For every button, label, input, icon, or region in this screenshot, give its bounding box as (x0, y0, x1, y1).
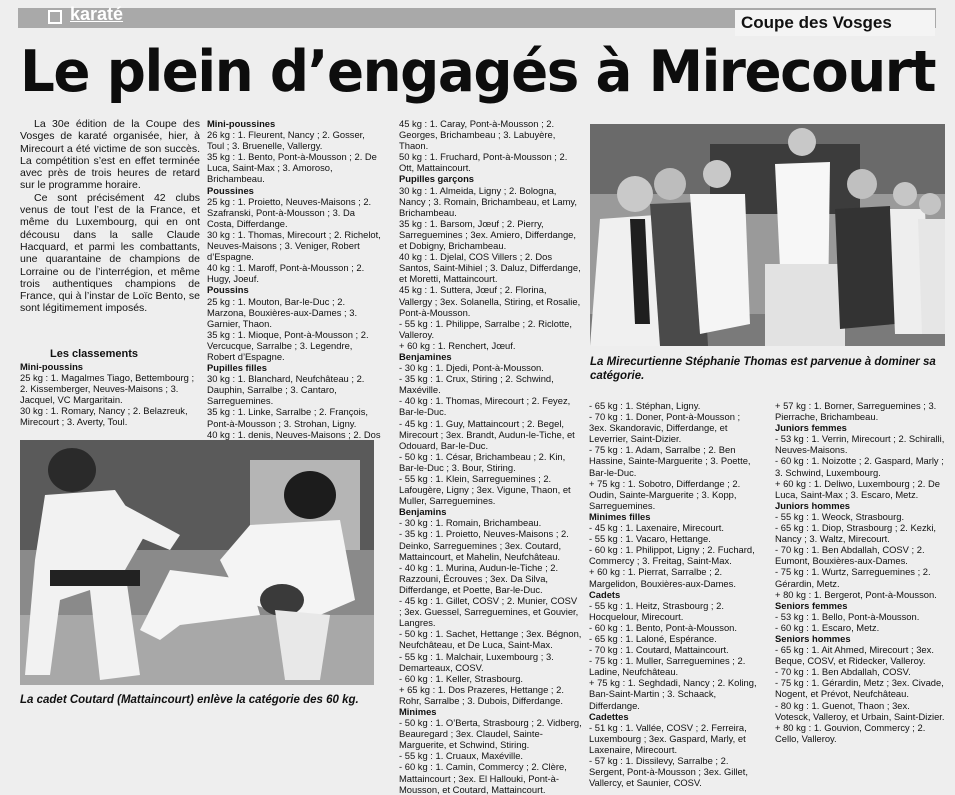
result-line: + 80 kg : 1. Gouvion, Commercy ; 2. Cello, Valleroy. (775, 721, 926, 744)
category-heading: Juniors femmes (775, 422, 847, 434)
result-line: + 75 kg : 1. Seghdadi, Nancy ; 2. Koling, Ban-Saint-Martin ; 3. Schaack, Differdange. (589, 677, 757, 711)
result-line: - 55 kg : 1. Vacaro, Hettange. (589, 533, 711, 545)
category-heading: Juniors hommes (775, 499, 851, 511)
result-line: - 51 kg : 1. Vallée, COSV ; 2. Ferreira, Luxembourg ; 3ex. Gaspard, Marly, et Laxenaire, Mirecourt. (589, 721, 747, 755)
result-line: - 65 kg : 1. Diop, Strasbourg ; 2. Kezki, Nancy ; 3. Waltz, Mirecourt. (775, 522, 937, 545)
results-column-1 (20, 361, 200, 433)
intro-paragraph: La 30e édition de la Coupe des Vosges de karaté organisée, hier, à Mirecourt a été victime de son succès. La compétition s’est en effet terminée avec près de trois heures de retard sur le programme horaire. (20, 118, 200, 192)
result-line: - 50 kg : 1. O’Berta, Strasbourg ; 2. Vidberg, Beauregard ; 3ex. Claudel, Sainte-Marguerite, et Schwind, Stiring. (399, 717, 582, 751)
result-line: + 80 kg : 1. Bergerot, Pont-à-Mousson. (775, 588, 937, 600)
result-line: - 80 kg : 1. Guenot, Thaon ; 3ex. Votesck, Valleroy, et Urbain, Saint-Dizier. (775, 699, 945, 722)
result-line: + 60 kg : 1. Pierrat, Sarralbe ; 2. Margelidon, Bouxières-aux-Dames. (589, 566, 736, 589)
result-line: - 60 kg : 1. Camin, Commercy ; 2. Clère, Mattaincourt ; 3ex. El Hallouki, Pont-à-Mousson, et Coutard, Mattaincourt. (399, 761, 567, 795)
result-line: 35 kg : 1. Mioque, Pont-à-Mousson ; 2. Vercucque, Sarralbe ; 3. Legendre, Robert d’Espagne. (207, 328, 369, 362)
result-line: 25 kg : 1. Magalmes Tiago, Bettembourg ; 2. Kissemberger, Neuves-Maisons ; 3. Jacquel, VC Margaritain. (20, 372, 195, 406)
intro-paragraph: Ce sont précisément 42 clubs venus de tout l’est de la France, et même du Luxembourg, qui en ont décousu dans la salle Claude Hacquard, et parmi les combattants, une quarantaine de champions de Lorraine ou de l’interrégion, et même trois authentiques champions de France, qui à l’instar de Loïc Bento, se sont légitimement imposés. (20, 191, 200, 315)
result-line: - 57 kg : 1. Dissilevy, Sarralbe ; 2. Sergent, Pont-à-Mousson ; 3ex. Gillet, Vallercy, et Saunier, COSV. (589, 755, 748, 789)
result-line: 26 kg : 1. Fleurent, Nancy ; 2. Gosser, Toul ; 3. Bruenelle, Vallergy. (207, 129, 365, 152)
result-line: - 45 kg : 1. Gillet, COSV ; 2. Munier, COSV ; 3ex. Guessel, Sarreguemines, et Gouvier, Langres. (399, 595, 579, 629)
result-line: - 55 kg : 1. Weock, Strasbourg. (775, 510, 905, 522)
category-heading: Minimes filles (589, 510, 651, 522)
result-line: + 60 kg : 1. Renchert, Jœuf. (399, 339, 516, 351)
result-line: - 53 kg : 1. Bello, Pont-à-Mousson. (775, 610, 920, 622)
category-heading: Mini-poussines (207, 118, 276, 129)
section-label: Coupe des Vosges (735, 10, 935, 36)
headline: Le plein d’engagés à Mirecourt (20, 39, 936, 105)
result-line: 40 kg : 1. denis, Neuves-Maisons ; 2. Dos (207, 428, 381, 440)
result-line: - 70 kg : 1. Coutard, Mattaincourt. (589, 644, 729, 656)
result-line: 30 kg : 1. Almeida, Ligny ; 2. Bologna, Nancy ; 3. Romain, Brichambeau, et Lamy, Brichambeau. (399, 184, 578, 218)
karate-fight-photo (20, 440, 374, 685)
result-line: - 70 kg : 1. Ben Abdallah, COSV ; 2. Eumont, Bouxières-aux-Dames. (775, 544, 925, 567)
result-line: - 60 kg : 1. Philippot, Ligny ; 2. Fuchard, Commercy ; 3. Freitag, Saint-Max. (589, 544, 755, 567)
result-line: 50 kg : 1. Fruchard, Pont-à-Mousson ; 2. Ott, Mattaincourt. (399, 151, 568, 174)
category-heading: Benjamines (399, 350, 452, 362)
rubric-label: karaté (70, 4, 124, 24)
result-line: 35 kg : 1. Linke, Sarralbe ; 2. François, Pont-à-Mousson ; 3. Strohan, Ligny. (207, 406, 369, 429)
result-line: - 45 kg : 1. Guy, Mattaincourt ; 2. Begel, Mirecourt ; 3ex. Brandt, Audun-le-Tiche, et Odouard, Bar-le-Duc. (399, 417, 575, 451)
classements-title: Les classements (50, 348, 139, 360)
result-line: - 75 kg : 1. Muller, Sarreguemines ; 2. Ladine, Neufchâteau. (589, 655, 746, 678)
result-line: + 60 kg : 1. Deliwo, Luxembourg ; 2. De Luca, Saint-Max ; 3. Escaro, Metz. (775, 477, 940, 500)
intro-text (20, 118, 200, 346)
category-heading: Pupilles garçons (399, 173, 475, 185)
category-heading: Mini-poussins (20, 361, 84, 372)
result-line: - 75 kg : 1. Wurtz, Sarreguemines ; 2. Gérardin, Metz. (775, 566, 931, 589)
result-line: 40 kg : 1. Djelal, COS Villers ; 2. Dos Santos, Saint-Mihiel ; 3. Daluz, Differdange, et Moretti, Mattaincourt. (399, 251, 581, 285)
podium-illustration (590, 124, 945, 346)
category-heading: Cadets (589, 588, 621, 600)
category-heading: Poussins (207, 284, 249, 296)
result-line: - 40 kg : 1. Thomas, Mirecourt ; 2. Feyez, Bar-le-Duc. (399, 395, 571, 418)
result-line: - 75 kg : 1. Adam, Sarralbe ; 2. Ben Hassine, Sainte-Marguerite ; 3. Poette, Bar-le-Duc. (589, 444, 751, 478)
result-line: - 60 kg : 1. Bento, Pont-à-Mousson. (589, 621, 737, 633)
category-heading: Benjamins (399, 506, 447, 518)
category-heading: Minimes (399, 705, 437, 717)
result-line: 25 kg : 1. Mouton, Bar-le-Duc ; 2. Marzona, Bouxières-aux-Dames ; 3. Garnier, Thaon. (207, 295, 358, 329)
result-line: - 55 kg : 1. Philippe, Sarralbe ; 2. Riclotte, Valleroy. (399, 317, 573, 340)
karate-fight-illustration (20, 440, 374, 685)
result-line: - 53 kg : 1. Verrin, Mirecourt ; 2. Schiralli, Neuves-Maisons. (775, 433, 945, 456)
category-heading: Cadettes (589, 710, 629, 722)
result-line: - 60 kg : 1. Noizotte ; 2. Gaspard, Marly ; 3. Schwind, Luxembourg. (775, 455, 944, 478)
result-line: 35 kg : 1. Barsom, Jœuf ; 2. Pierry, Sarreguemines ; 3ex. Amiero, Differdange, et Dobigny, Brichambeau. (399, 217, 577, 252)
category-heading: Seniors hommes (775, 632, 851, 644)
result-line: - 55 kg : 1. Malchair, Luxembourg ; 3. Demarteaux, COSV. (399, 650, 554, 673)
result-line: - 55 kg : 1. Cruaux, Maxéville. (399, 750, 524, 762)
result-line: - 70 kg : 1. Doner, Pont-à-Mousson ; 3ex. Skandoravic, Differdange, et Leverrier, Saint-Dizier. (589, 411, 741, 445)
category-heading: Seniors femmes (775, 599, 848, 611)
result-line: - 30 kg : 1. Djedi, Pont-à-Mousson. (399, 362, 544, 374)
photo-caption: La Mirecurtienne Stéphanie Thomas est parvenue à dominer sa catégorie. (590, 356, 936, 382)
result-line: 45 kg : 1. Suttera, Jœuf ; 2. Florina, Vallergy ; 3ex. Solanella, Stiring, et Rosalie, Pont-à-Mousson. (399, 284, 581, 318)
result-line: - 65 kg : 1. Ait Ahmed, Mirecourt ; 3ex. Beque, COSV, et Ridecker, Valleroy. (775, 644, 934, 667)
photo-caption: La cadet Coutard (Mattaincourt) enlève la catégorie des 60 kg. (20, 694, 359, 706)
result-line: - 55 kg : 1. Klein, Sarreguemines ; 2. Lafougère, Ligny ; 3ex. Vigune, Thaon, et Muller, Sarreguemines. (399, 473, 571, 507)
result-line: - 70 kg : 1. Ben Abdallah, COSV. (775, 666, 911, 678)
result-line: + 65 kg : 1. Dos Prazeres, Hettange ; 2. Rohr, Sarralbe ; 3. Dubois, Differdange. (399, 683, 564, 706)
result-line: - 75 kg : 1. Gérardin, Metz ; 3ex. Civade, Nogent, et Prévot, Neufchâteau. (775, 677, 944, 700)
results-column-2 (207, 118, 383, 440)
result-line: + 57 kg : 1. Borner, Sarreguemines ; 3. Pierrache, Brichambeau. (775, 400, 937, 423)
result-line: 45 kg : 1. Caray, Pont-à-Mousson ; 2. Georges, Brichambeau ; 3. Labuyère, Thaon. (399, 118, 556, 152)
podium-photo (590, 124, 945, 346)
category-heading: Pupilles filles (207, 362, 267, 374)
result-line: - 45 kg : 1. Laxenaire, Mirecourt. (589, 522, 724, 534)
result-line: - 35 kg : 1. Crux, Stiring ; 2. Schwind, Maxéville. (399, 373, 554, 396)
result-line: - 40 kg : 1. Murina, Audun-le-Tiche ; 2. Razzouni, Écrouves ; 3ex. Da Silva, Differdange, et Poette, Bar-le-Duc. (399, 561, 559, 595)
result-line: 30 kg : 1. Thomas, Mirecourt ; 2. Richelot, Neuves-Maisons ; 3. Veniger, Robert d’Espagne. (207, 228, 381, 263)
result-line: - 60 kg : 1. Escaro, Metz. (775, 621, 880, 633)
result-line: - 35 kg : 1. Proietto, Neuves-Maisons ; 2. Deinko, Sarreguemines ; 3ex. Coutard, Mattaincourt, et Mahelin, Neufchâteau. (399, 528, 569, 562)
result-line: 25 kg : 1. Proietto, Neuves-Maisons ; 2. Szafranski, Pont-à-Mousson ; 3. Da Costa, Differdange. (207, 195, 372, 229)
result-line: + 75 kg : 1. Sobotro, Differdange ; 2. Oudin, Sainte-Marguerite ; 3. Kopp, Sarreguemines. (589, 477, 741, 511)
result-line: 40 kg : 1. Maroff, Pont-à-Mousson ; 2. Hugy, Joeuf. (207, 262, 365, 285)
result-line: - 50 kg : 1. Sachet, Hettange ; 3ex. Bégnon, Neufchâteau, et De Luca, Saint-Max. (399, 628, 582, 651)
result-line: 35 kg : 1. Bento, Pont-à-Mousson ; 2. De Luca, Saint-Max ; 3. Amoroso, Brichambeau. (207, 151, 377, 185)
result-line: - 50 kg : 1. César, Brichambeau ; 2. Kin, Bar-le-Duc ; 3. Bour, Stiring. (399, 450, 566, 473)
result-line: - 30 kg : 1. Romain, Brichambeau. (399, 517, 542, 529)
result-line: - 65 kg : 1. Stéphan, Ligny. (589, 400, 701, 411)
result-line: - 60 kg : 1. Keller, Strasbourg. (399, 672, 524, 684)
result-line: - 55 kg : 1. Heitz, Strasbourg ; 2. Hocquelour, Mirecourt. (589, 599, 724, 622)
category-heading: Poussines (207, 184, 254, 196)
rubric-square-icon (48, 10, 62, 24)
result-line: 30 kg : 1. Romary, Nancy ; 2. Belazreuk, Mirecourt ; 3. Averty, Toul. (20, 405, 188, 428)
results-column-4 (589, 400, 759, 789)
results-column-3 (399, 118, 582, 795)
result-line: - 65 kg : 1. Laloné, Espérance. (589, 632, 717, 644)
results-column-5 (775, 400, 947, 744)
result-line: 30 kg : 1. Blanchard, Neufchâteau ; 2. Dauphin, Sarralbe ; 3. Cantaro, Sarreguemines. (207, 373, 365, 407)
